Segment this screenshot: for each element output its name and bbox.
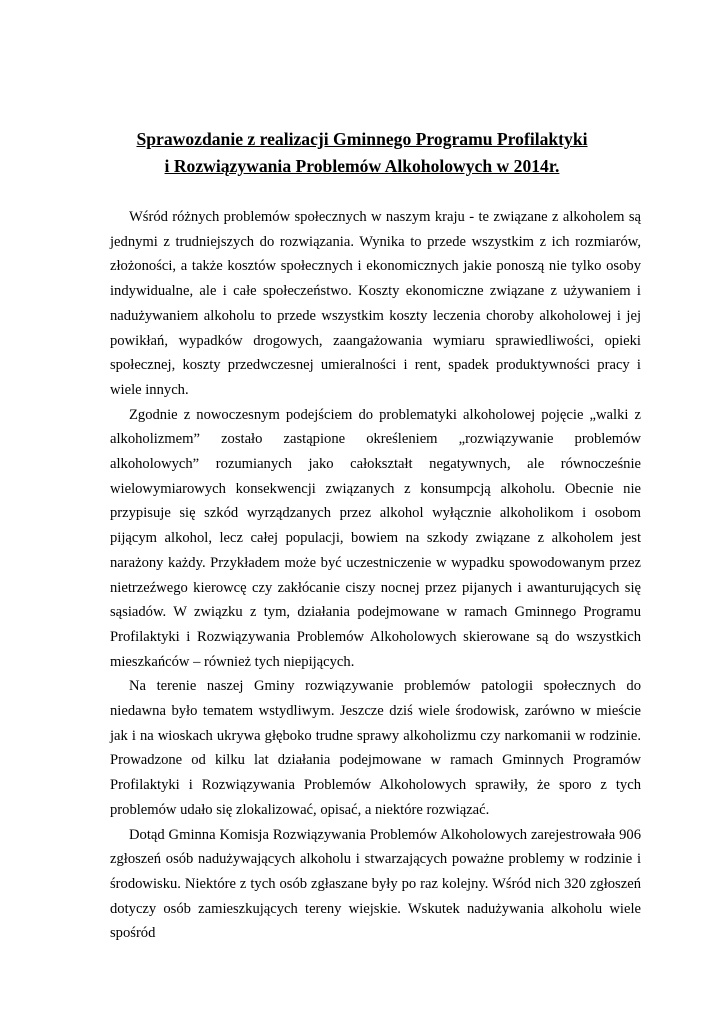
paragraph: Dotąd Gminna Komisja Rozwiązywania Problemów Alkoholowych zarejestrowała 906 zgłoszeń osób nadużywających alkoholu i stwarzających poważne problemy w rodzinie i środowisku. Niektóre z tych osób zgłaszane były po raz kolejny. Wśród nich 320 zgłoszeń dotyczy osób zamieszkujących tereny wiejskie. Wskutek nadużywania alkoholu wiele spośród [110,826,641,942]
title-line-2: i Rozwiązywania Problemów Alkoholowych w 2014r. [164,156,560,176]
paragraph: Zgodnie z nowoczesnym podejściem do problematyki alkoholowej pojęcie „walki z alkoholizmem” zostało zastąpione określeniem „rozwiązywanie problemów alkoholowych” rozumianych jako całokształt negatywnych, ale równocześnie wielowymiarowych konsekwencji związanych z konsumpcją alkoholu. Obecnie nie przypisuje się szkód wyrządzanych przez alkohol wyłącznie alkoholikom i osobom pijącym alkohol, lecz całej populacji, bowiem na szkody związane z alkoholem jest narażony każdy. Przykładem może być uczestniczenie w wypadku spowodowanym przez nietrzeźwego kierowcę czy zakłócanie ciszy nocnej przez pijanych i awanturujących się sąsiadów. W związku z tym, działania podejmowane w ramach Gminnego Programu Profilaktyki i Rozwiązywania Problemów Alkoholowych skierowane są do wszystkich mieszkańców – również tych niepijących. [110,406,641,670]
title-line-1: Sprawozdanie z realizacji Gminnego Programu Profilaktyki [136,129,588,149]
paragraph: Wśród różnych problemów społecznych w naszym kraju - te związane z alkoholem są jednymi z trudniejszych do rozwiązania. Wynika to przede wszystkim z ich rozmiarów, złożoności, a także kosztów społecznych i ekonomicznych jakie ponoszą nie tylko osoby indywidualne, ale i całe społeczeństwo. Koszty ekonomiczne związane z używaniem i nadużywaniem alkoholu to przede wszystkim koszty leczenia choroby alkoholowej i jej powikłań, wypadków drogowych, zaangażowania wymiaru sprawiedliwości, opieki społecznej, koszty przedwczesnej umieralności i rent, spadek produktywności pracy i wiele innych. [110,209,641,398]
document-title [60,126,664,180]
paragraph: Na terenie naszej Gminy rozwiązywanie problemów patologii społecznych do niedawna było tematem wstydliwym. Jeszcze dziś wiele środowisk, zarówno w mieście jak i na wioskach ukrywa głęboko trudne sprawy alkoholizmu czy narkomanii w rodzinie. Prowadzone od kilku lat działania podejmowane w ramach Gminnych Programów Profilaktyki i Rozwiązywania Problemów Alkoholowych sprawiły, że sporo z tych problemów udało się zlokalizować, opisać, a niektóre rozwiązać. [110,678,641,818]
document-body [110,205,641,946]
